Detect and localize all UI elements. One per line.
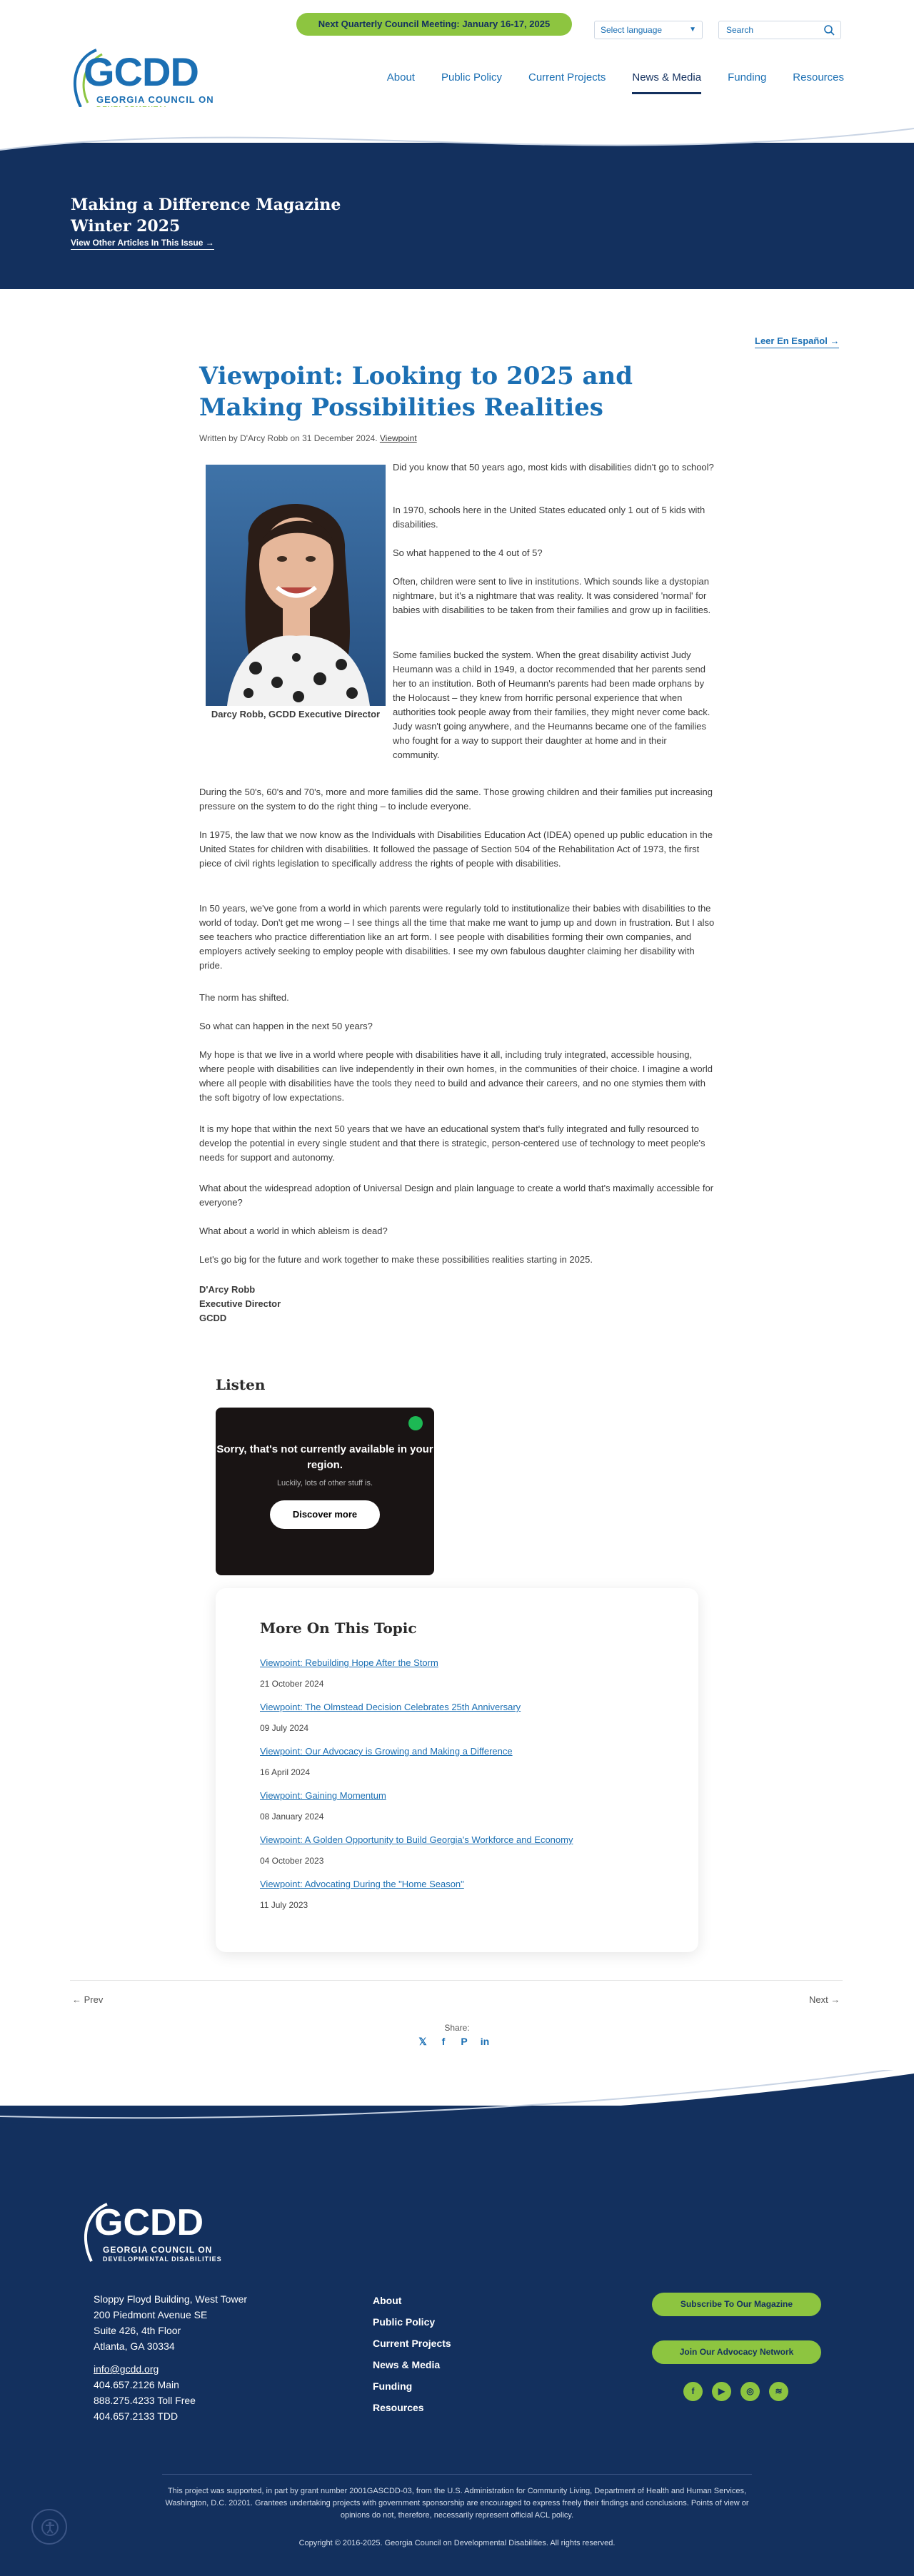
article-paragraph: So what can happen in the next 50 years? xyxy=(199,1021,373,1031)
footer-curve-divider xyxy=(0,2070,914,2127)
list-item xyxy=(260,1657,438,1689)
photo-caption: Darcy Robb, GCDD Executive Director xyxy=(211,709,381,719)
spotify-icon[interactable]: ≋ xyxy=(769,2382,788,2401)
related-article-date: 09 July 2024 xyxy=(260,1723,309,1733)
article-paragraph: My hope is that we live in a world where people with disabilities have it all, including truly integrated, accessible housing, where people with disabilities can live independently in their own homes, in the communities of their choice. I imagine a world where all people with disabilities have the tools they need to build and advance their careers, and no one stymies them with the soft bigotry of low expectations. xyxy=(199,1049,713,1103)
article-paragraph: In 50 years, we've gone from a world in which parents were regularly told to institutionalize their babies with disabilities to the world of today. Don't get me wrong – I see things all the time that make me want to jump up and down in frustration. But I also see teachers who practice differentiation like an art form. I see people with disabilities forming their own companies, and employers actively seeking to employ people with disabilities. I see my own fabulous daughter claiming her disability with pride. xyxy=(199,903,715,971)
copyright: Copyright © 2016-2025. Georgia Council on Developmental Disabilities. All rights reserved. xyxy=(298,2539,616,2547)
language-select-value: Select language xyxy=(601,25,663,35)
footer-nav-public-policy[interactable]: Public Policy xyxy=(373,2316,436,2328)
facebook-icon[interactable]: f xyxy=(441,2036,446,2047)
footer-divider xyxy=(162,2474,752,2475)
related-article-link[interactable]: Viewpoint: Rebuilding Hope After the Storm xyxy=(260,1657,438,1668)
article-paragraph: Often, children were sent to live in institutions. Which sounds like a dystopian nightmare, but it's a nightmare that was reality. It was considered 'normal' for babies with disabilities to be taken from their families and grow up in facilities. xyxy=(393,576,711,615)
pinterest-icon[interactable]: P xyxy=(461,2036,468,2047)
signature-title: Executive Director xyxy=(199,1298,281,1309)
article-paragraph: In 1970, schools here in the United States educated only 1 out of 5 kids with disabilities. xyxy=(393,505,705,530)
article-byline xyxy=(199,433,417,443)
listen-heading: Listen xyxy=(216,1376,266,1393)
accessibility-widget-button[interactable] xyxy=(31,2509,67,2545)
spotify-icon xyxy=(408,1416,423,1430)
discover-more-button[interactable]: Discover more xyxy=(270,1500,380,1529)
footer-logo-wordmark: GCDD xyxy=(94,2202,204,2243)
grant-disclaimer: This project was supported, in part by grant number 2001GASCDD-03, from the U.S. Administration for Community Living, Department of Health and Human Services, Washington, D.C. 20201. Grantees undertaking projects with government sponsorship are encouraged to express freely their findings and conclusions. Points of view or opinions do not, therefore, necessarily represent official ACL policy. xyxy=(165,2487,749,2520)
category-link[interactable]: Viewpoint xyxy=(379,433,417,443)
youtube-icon[interactable]: ▶ xyxy=(712,2382,731,2401)
article-paragraph: So what happened to the 4 out of 5? xyxy=(393,547,543,558)
view-other-articles-link[interactable]: View Other Articles In This Issue → xyxy=(71,238,214,250)
related-heading: More On This Topic xyxy=(260,1620,417,1637)
accessibility-icon xyxy=(41,2518,59,2537)
spotify-embed[interactable] xyxy=(216,1408,434,1575)
instagram-icon[interactable]: ◎ xyxy=(740,2382,760,2401)
next-article-link[interactable]: Next → xyxy=(809,1994,840,2005)
footer-address xyxy=(94,2291,247,2424)
article-paragraph: What about the widespread adoption of Universal Design and plain language to create a world that's maximally accessible for everyone? xyxy=(199,1183,714,1208)
list-item xyxy=(260,1834,573,1866)
share-label: Share: xyxy=(444,2023,470,2033)
chevron-down-icon: ▼ xyxy=(689,26,696,34)
nav-about[interactable]: About xyxy=(386,71,415,84)
nav-news-media[interactable]: News & Media xyxy=(632,71,701,94)
nav-funding[interactable]: Funding xyxy=(728,71,767,84)
related-article-link[interactable]: Viewpoint: Our Advocacy is Growing and Making a Difference xyxy=(260,1746,513,1757)
subscribe-magazine-button[interactable]: Subscribe To Our Magazine xyxy=(652,2293,821,2316)
related-article-date: 21 October 2024 xyxy=(260,1679,324,1689)
footer-nav xyxy=(373,2294,451,2423)
meeting-announcement-banner[interactable]: Next Quarterly Council Meeting: January 16-17, 2025 xyxy=(296,13,572,36)
footer-nav-funding[interactable]: Funding xyxy=(373,2380,413,2392)
main-nav xyxy=(361,71,844,94)
phone-toll-free: 888.275.4233 Toll Free xyxy=(94,2395,196,2406)
search-placeholder: Search xyxy=(726,25,754,35)
article-paragraph: What about a world in which ableism is dead? xyxy=(199,1226,388,1236)
footer-logo[interactable] xyxy=(79,2198,228,2270)
hero-curve-divider xyxy=(0,107,914,171)
language-select[interactable] xyxy=(594,21,703,39)
related-article-link[interactable]: Viewpoint: Gaining Momentum xyxy=(260,1790,386,1801)
article-paragraph: Did you know that 50 years ago, most kids with disabilities didn't go to school? xyxy=(393,462,714,473)
embed-subtext: Luckily, lots of other stuff is. xyxy=(276,1479,373,1487)
related-articles-card xyxy=(216,1588,698,1952)
address-line: Atlanta, GA 30334 xyxy=(94,2340,175,2352)
article-paragraph: It is my hope that within the next 50 years that we have an educational system that's fully integrated and fully resourced to develop the potential in every single student and that there is strategic, person-centered use of technology to meet people's needs for support and autonomy. xyxy=(199,1123,705,1163)
related-article-date: 04 October 2023 xyxy=(260,1856,324,1866)
nav-public-policy[interactable]: Public Policy xyxy=(441,71,502,84)
signature-org: GCDD xyxy=(199,1313,227,1323)
address-line: 200 Piedmont Avenue SE xyxy=(94,2309,208,2320)
logo-wordmark: GCDD xyxy=(84,49,199,94)
phone-main: 404.657.2126 Main xyxy=(94,2379,179,2390)
nav-current-projects[interactable]: Current Projects xyxy=(528,71,606,84)
related-article-link[interactable]: Viewpoint: A Golden Opportunity to Build Georgia's Workforce and Economy xyxy=(260,1834,573,1845)
related-article-link[interactable]: Viewpoint: The Olmstead Decision Celebrates 25th Anniversary xyxy=(260,1702,521,1712)
facebook-icon[interactable]: f xyxy=(683,2382,703,2401)
related-article-date: 16 April 2024 xyxy=(260,1767,311,1777)
divider xyxy=(70,1980,843,1981)
article-paragraph: In 1975, the law that we now know as the Individuals with Disabilities Education Act (IDEA) opened up public education in the United States for children with disabilities. It followed the passage of Section 504 of the Rehabilitation Act of 1973, the first piece of civil rights legislation to specifically address the rights of people with disabilities. xyxy=(199,829,713,869)
byline-text: Written by D'Arcy Robb on 31 December 2024. xyxy=(199,433,378,443)
footer-nav-about[interactable]: About xyxy=(373,2295,402,2306)
article-paragraph xyxy=(199,648,715,762)
related-article-date: 08 January 2024 xyxy=(260,1812,324,1822)
article-paragraph-text: Some families bucked the system. When the great disability activist Judy Heumann was a child in 1949, a doctor recommended that her parents send her to an institution. Both of Heumann's parents had been made orphans by the Holocaust – they knew from horrific personal experience that when authorities took people away from their families, they might never come back. Judy wasn't going anywhere, and the Heumanns became one of the families who fought for a way to support their daughter at home and in their community. xyxy=(393,650,710,760)
article-title: Viewpoint: Looking to 2025 and Making Possibilities Realities xyxy=(199,362,633,422)
list-item xyxy=(260,1746,513,1777)
prev-article-link[interactable]: ← Prev xyxy=(72,1994,104,2005)
search-icon[interactable] xyxy=(823,24,835,36)
article-paragraph: The norm has shifted. xyxy=(199,992,289,1003)
logo-line-1: GEORGIA COUNCIL ON xyxy=(96,94,214,105)
address-line: Suite 426, 4th Floor xyxy=(94,2325,181,2336)
email-link[interactable]: info@gcdd.org xyxy=(94,2363,159,2375)
nav-resources[interactable]: Resources xyxy=(793,71,844,84)
footer-nav-current-projects[interactable]: Current Projects xyxy=(373,2338,451,2349)
spanish-version-link[interactable]: Leer En Español → xyxy=(755,335,839,348)
share-icons xyxy=(417,2036,491,2047)
embed-unavailable-message: Sorry, that's not currently available in your region. xyxy=(216,1443,433,1471)
twitter-x-icon[interactable]: 𝕏 xyxy=(418,2036,427,2047)
search-input[interactable] xyxy=(718,21,841,39)
related-article-date: 11 July 2023 xyxy=(260,1900,308,1910)
article-paragraph: During the 50's, 60's and 70's, more and more families did the same. Those growing children and their families put increasing pressure on the system to do the right thing – to include everyone. xyxy=(199,787,713,812)
article-paragraph: Let's go big for the future and work together to make these possibilities realities starting in 2025. xyxy=(199,1254,593,1265)
footer-logo-line-2: DEVELOPMENTAL DISABILITIES xyxy=(103,2256,222,2263)
list-item xyxy=(260,1879,464,1910)
issue-title: Making a Difference Magazine Winter 2025 xyxy=(71,196,341,236)
signature-name: D'Arcy Robb xyxy=(199,1284,256,1295)
footer-nav-resources[interactable]: Resources xyxy=(373,2402,424,2413)
footer-nav-news-media[interactable]: News & Media xyxy=(373,2359,441,2370)
list-item xyxy=(260,1702,521,1733)
related-article-link[interactable]: Viewpoint: Advocating During the "Home Season" xyxy=(260,1879,464,1889)
list-item xyxy=(260,1790,386,1822)
join-advocacy-button[interactable]: Join Our Advocacy Network xyxy=(652,2340,821,2364)
footer-social-icons xyxy=(683,2382,788,2401)
footer-logo-line-1: GEORGIA COUNCIL ON xyxy=(103,2245,213,2255)
linkedin-icon[interactable]: in xyxy=(480,2036,490,2047)
address-line: Sloppy Floyd Building, West Tower xyxy=(94,2293,248,2305)
phone-tdd: 404.657.2133 TDD xyxy=(94,2410,179,2422)
